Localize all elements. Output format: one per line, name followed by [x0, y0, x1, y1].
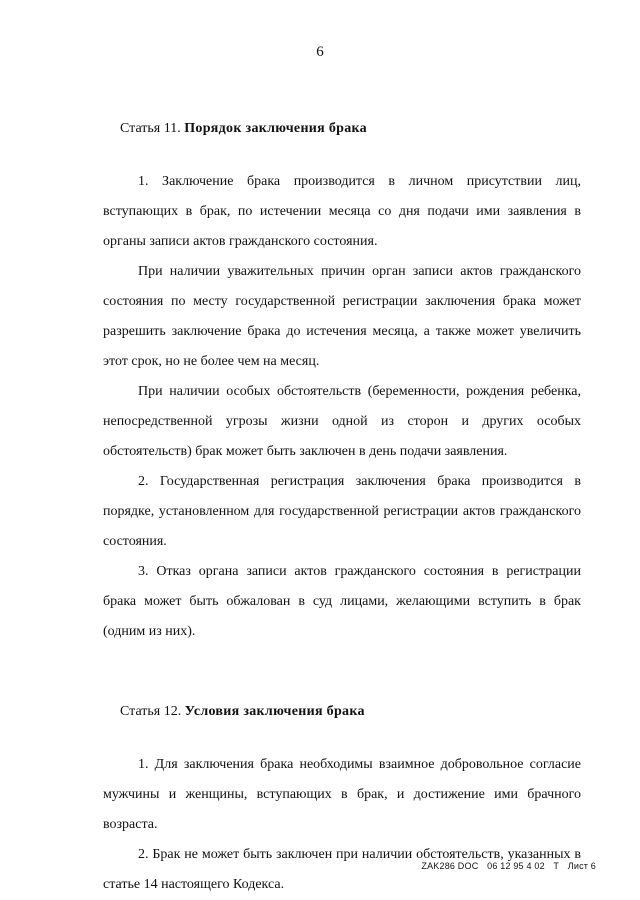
article-11-paragraph-2: При наличии уважительных причин орган записи актов гражданского состояния по месту государственной регистрации заключения брака может разрешить заключение брака до истечения месяца, а также может увеличить этот срок, но не более чем на месяц.: [103, 264, 581, 369]
document-footer: [421, 861, 596, 871]
article-12-paragraph-1: 1. Для заключения брака необходимы взаимное добровольное согласие мужчины и женщины, вступающих в брак, и достижение ими брачного возраста.: [103, 757, 581, 832]
footer-sheet: Лист 6: [567, 861, 596, 871]
document-body: [103, 107, 581, 900]
footer-flag: T: [553, 861, 560, 871]
article-11-heading: [120, 119, 581, 139]
footer-doc-id: ZAK286 DOC: [421, 861, 479, 871]
article-gap: [103, 647, 581, 690]
article-12-label: Статья 12.: [120, 704, 182, 719]
article-11-paragraph-4: 2. Государственная регистрация заключения брака производится в порядке, установленном для государственной регистрации актов гражданского состояния.: [103, 474, 581, 549]
article-11-paragraph-1: 1. Заключение брака производится в личном присутствии лиц, вступающих в брак, по истечении месяца со дня подачи ими заявления в органы записи актов гражданского состояния.: [103, 174, 581, 249]
article-12-heading: [120, 702, 581, 722]
page-number: 6: [316, 44, 324, 60]
footer-date-time: 06 12 95 4 02: [487, 861, 545, 871]
article-12-paragraph-2: 2. Брак не может быть заключен при наличии обстоятельств, указанных в статье 14 настоящего Кодекса.: [103, 847, 581, 892]
article-11-label: Статья 11.: [120, 121, 181, 136]
article-11-paragraph-5: 3. Отказ органа записи актов гражданского состояния в регистрации брака может быть обжалован в суд лицами, желающими вступить в брак (одним из них).: [103, 564, 581, 639]
article-11-paragraph-3: При наличии особых обстоятельств (беременности, рождения ребенка, непосредственной угрозы жизни одной из сторон и других особых обстоятельств) брак может быть заключен в день подачи заявления.: [103, 384, 581, 459]
article-11-title: Порядок заключения брака: [184, 121, 367, 136]
article-12-title: Условия заключения брака: [184, 704, 365, 719]
